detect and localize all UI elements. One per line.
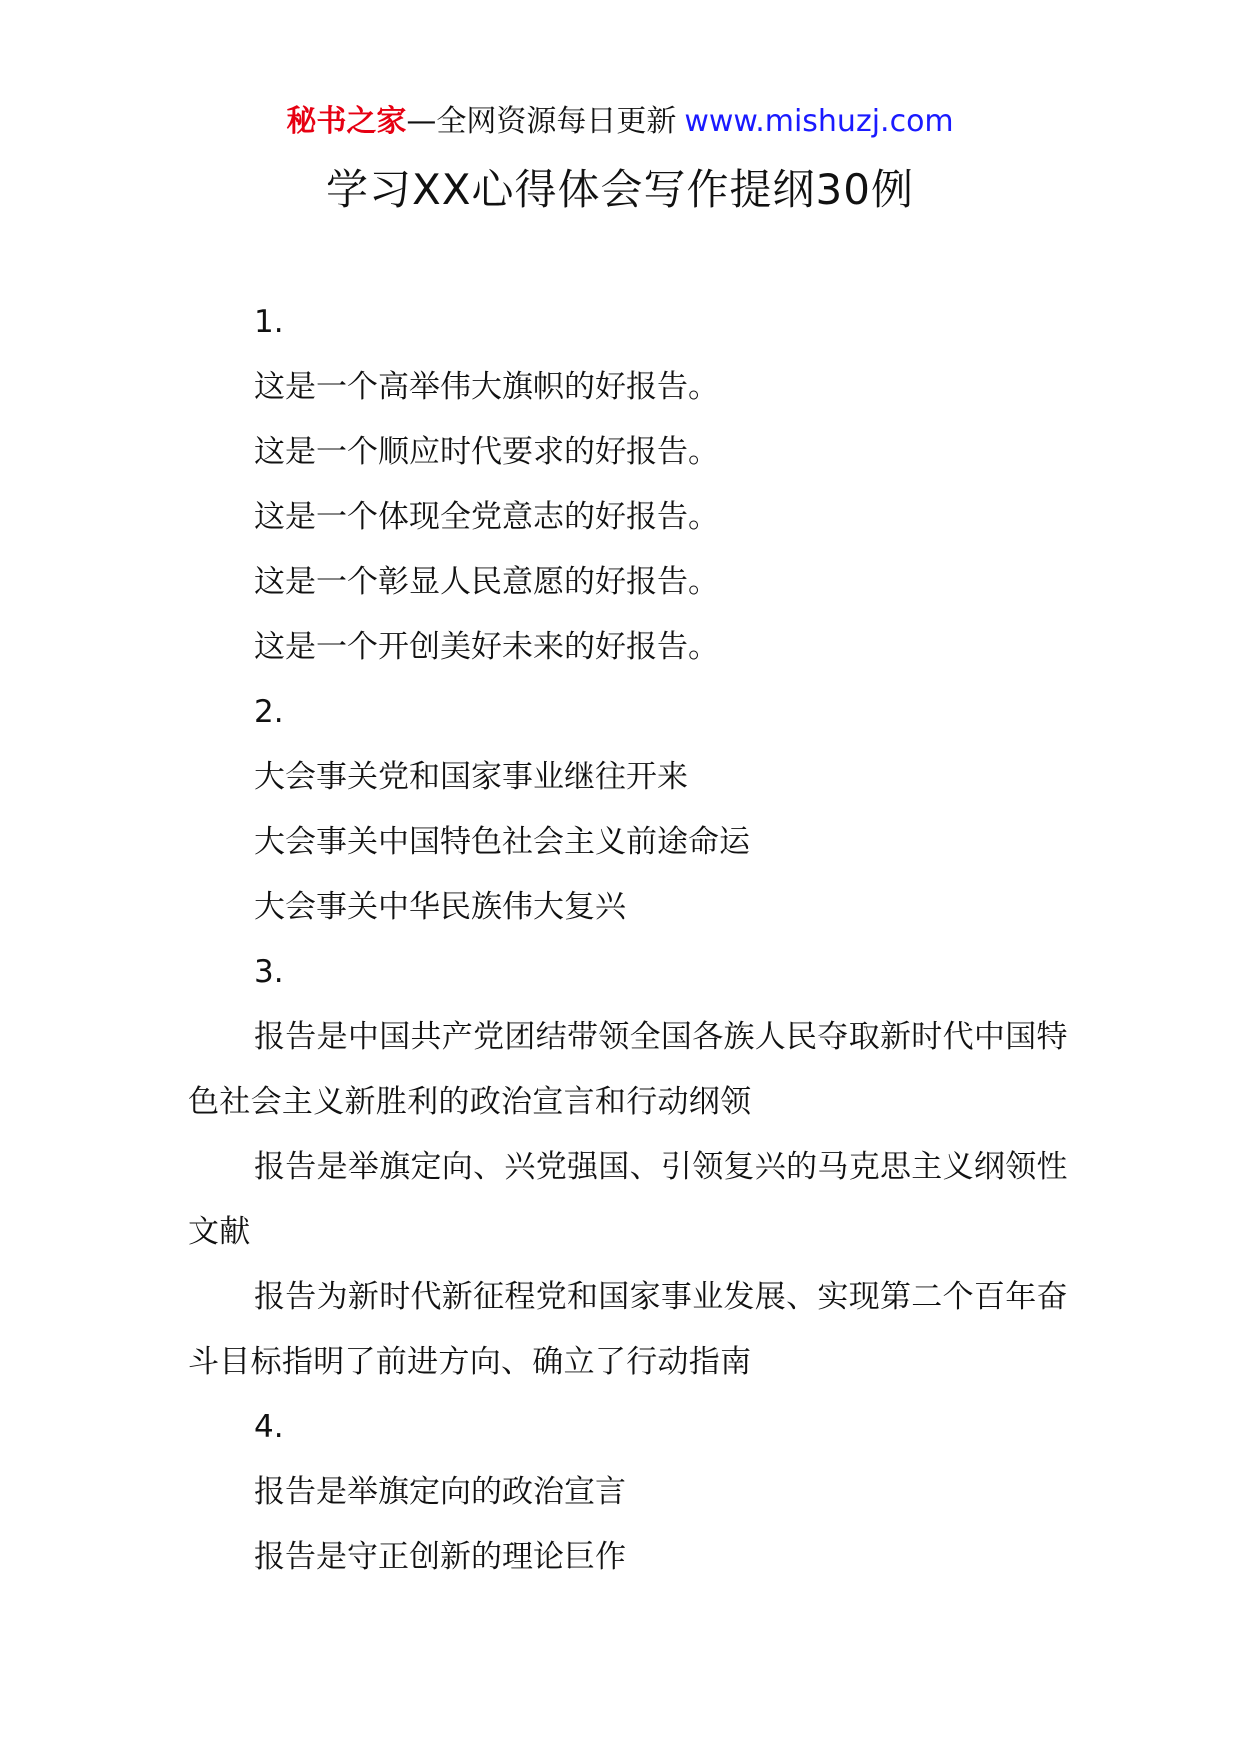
section-number: 2.: [254, 694, 284, 730]
list-item: 报告是举旗定向的政治宣言: [254, 1474, 626, 1510]
section-number: 3.: [254, 954, 284, 990]
document-title: 学习XX心得体会写作提纲30例: [326, 165, 914, 214]
site-url-link[interactable]: www.mishuzj.com: [684, 104, 954, 139]
list-item: 这是一个高举伟大旗帜的好报告。: [254, 369, 719, 405]
list-item: 报告是守正创新的理论巨作: [254, 1539, 626, 1575]
paragraph: 报告是中国共产党团结带领全国各族人民夺取新时代中国特色社会主义新胜利的政治宣言和行动纲领: [188, 1019, 1068, 1120]
site-slogan: —全网资源每日更新: [406, 104, 677, 139]
section-number: 4.: [254, 1409, 284, 1445]
document-body: [188, 290, 1068, 1590]
list-item: 这是一个彰显人民意愿的好报告。: [254, 564, 719, 600]
list-item: 大会事关党和国家事业继往开来: [254, 759, 688, 795]
paragraph: 报告为新时代新征程党和国家事业发展、实现第二个百年奋斗目标指明了前进方向、确立了行动指南: [188, 1279, 1068, 1380]
paragraph: 报告是举旗定向、兴党强国、引领复兴的马克思主义纲领性文献: [188, 1149, 1068, 1250]
list-item: 这是一个开创美好未来的好报告。: [254, 629, 719, 665]
list-item: 大会事关中国特色社会主义前途命运: [254, 824, 750, 860]
site-header: [0, 100, 1240, 144]
site-brand: 秘书之家: [286, 104, 407, 139]
list-item: 大会事关中华民族伟大复兴: [254, 889, 626, 925]
list-item: 这是一个顺应时代要求的好报告。: [254, 434, 719, 470]
section-number: 1.: [254, 304, 284, 340]
list-item: 这是一个体现全党意志的好报告。: [254, 499, 719, 535]
